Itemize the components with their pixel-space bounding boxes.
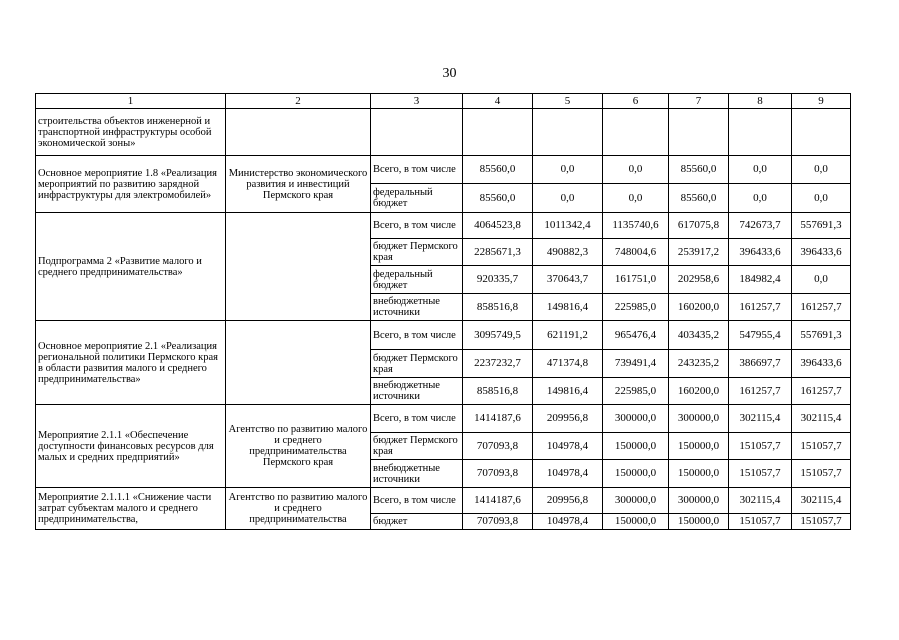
value-cell: 151057,7 bbox=[729, 433, 792, 460]
col-header: 8 bbox=[729, 94, 792, 109]
value-cell: 490882,3 bbox=[533, 239, 603, 266]
value-cell: 0,0 bbox=[729, 184, 792, 213]
value-cell: 858516,8 bbox=[463, 294, 533, 321]
value-cell: 300000,0 bbox=[603, 488, 669, 514]
executor-cell bbox=[226, 213, 371, 321]
value-cell: 160200,0 bbox=[669, 294, 729, 321]
value-cell: 225985,0 bbox=[603, 378, 669, 405]
value-cell: 150000,0 bbox=[669, 460, 729, 488]
activity-cell: строительства объектов инженерной и транспортной инфраструктуры особой экономической зоны» bbox=[36, 109, 226, 156]
value-cell: 161257,7 bbox=[792, 378, 851, 405]
source-cell: федеральный бюджет bbox=[371, 266, 463, 294]
value-cell bbox=[729, 109, 792, 156]
col-header: 4 bbox=[463, 94, 533, 109]
value-cell: 300000,0 bbox=[669, 405, 729, 433]
value-cell: 243235,2 bbox=[669, 350, 729, 378]
col-header: 6 bbox=[603, 94, 669, 109]
value-cell: 149816,4 bbox=[533, 378, 603, 405]
source-cell: бюджет Пермского края bbox=[371, 239, 463, 266]
value-cell: 858516,8 bbox=[463, 378, 533, 405]
table-row bbox=[36, 321, 851, 350]
value-cell: 151057,7 bbox=[792, 460, 851, 488]
value-cell: 2285671,3 bbox=[463, 239, 533, 266]
executor-cell bbox=[226, 109, 371, 156]
value-cell: 161257,7 bbox=[792, 294, 851, 321]
value-cell: 2237232,7 bbox=[463, 350, 533, 378]
value-cell: 151057,7 bbox=[792, 514, 851, 530]
table-row bbox=[36, 156, 851, 184]
source-cell bbox=[371, 109, 463, 156]
value-cell: 85560,0 bbox=[669, 156, 729, 184]
value-cell: 149816,4 bbox=[533, 294, 603, 321]
value-cell: 253917,2 bbox=[669, 239, 729, 266]
value-cell: 742673,7 bbox=[729, 213, 792, 239]
value-cell: 150000,0 bbox=[669, 433, 729, 460]
source-cell: бюджет Пермского края bbox=[371, 433, 463, 460]
col-header: 9 bbox=[792, 94, 851, 109]
col-header: 5 bbox=[533, 94, 603, 109]
source-cell: федеральный бюджет bbox=[371, 184, 463, 213]
source-cell: Всего, в том числе bbox=[371, 213, 463, 239]
value-cell: 370643,7 bbox=[533, 266, 603, 294]
table-row bbox=[36, 109, 851, 156]
value-cell: 0,0 bbox=[792, 266, 851, 294]
value-cell: 965476,4 bbox=[603, 321, 669, 350]
activity-cell: Мероприятие 2.1.1.1 «Снижение части затрат субъектам малого и среднего предпринимательства, bbox=[36, 488, 226, 530]
value-cell: 151057,7 bbox=[792, 433, 851, 460]
value-cell: 151057,7 bbox=[729, 460, 792, 488]
source-cell: Всего, в том числе bbox=[371, 405, 463, 433]
value-cell: 300000,0 bbox=[669, 488, 729, 514]
value-cell: 396433,6 bbox=[792, 239, 851, 266]
value-cell: 302115,4 bbox=[792, 405, 851, 433]
value-cell: 104978,4 bbox=[533, 460, 603, 488]
executor-cell: Министерство экономического развития и инвестиций Пермского края bbox=[226, 156, 371, 213]
value-cell: 396433,6 bbox=[792, 350, 851, 378]
value-cell: 547955,4 bbox=[729, 321, 792, 350]
source-cell: Всего, в том числе bbox=[371, 156, 463, 184]
value-cell: 4064523,8 bbox=[463, 213, 533, 239]
activity-cell: Основное мероприятие 1.8 «Реализация мероприятий по развитию зарядной инфраструктуры для электромобилей» bbox=[36, 156, 226, 213]
table-row bbox=[36, 405, 851, 433]
value-cell: 396433,6 bbox=[729, 239, 792, 266]
value-cell: 0,0 bbox=[603, 184, 669, 213]
value-cell: 707093,8 bbox=[463, 514, 533, 530]
value-cell: 184982,4 bbox=[729, 266, 792, 294]
value-cell: 707093,8 bbox=[463, 433, 533, 460]
value-cell: 0,0 bbox=[792, 156, 851, 184]
value-cell: 617075,8 bbox=[669, 213, 729, 239]
value-cell: 225985,0 bbox=[603, 294, 669, 321]
value-cell: 161257,7 bbox=[729, 378, 792, 405]
value-cell: 621191,2 bbox=[533, 321, 603, 350]
value-cell: 3095749,5 bbox=[463, 321, 533, 350]
value-cell: 739491,4 bbox=[603, 350, 669, 378]
value-cell: 1011342,4 bbox=[533, 213, 603, 239]
value-cell: 150000,0 bbox=[603, 433, 669, 460]
source-cell: Всего, в том числе bbox=[371, 321, 463, 350]
activity-cell: Мероприятие 2.1.1 «Обеспечение доступности финансовых ресурсов для малых и средних предприятий» bbox=[36, 405, 226, 488]
value-cell: 920335,7 bbox=[463, 266, 533, 294]
source-cell: бюджет bbox=[371, 514, 463, 530]
source-cell: Всего, в том числе bbox=[371, 488, 463, 514]
value-cell: 85560,0 bbox=[463, 156, 533, 184]
value-cell: 209956,8 bbox=[533, 405, 603, 433]
value-cell: 209956,8 bbox=[533, 488, 603, 514]
header-row bbox=[36, 94, 851, 109]
value-cell bbox=[792, 109, 851, 156]
value-cell bbox=[463, 109, 533, 156]
col-header: 3 bbox=[371, 94, 463, 109]
value-cell: 0,0 bbox=[533, 184, 603, 213]
executor-cell: Агентство по развитию малого и среднего предпринимательства bbox=[226, 488, 371, 530]
activity-cell: Основное мероприятие 2.1 «Реализация региональной политики Пермского края в области развития малого и среднего предпринимательства» bbox=[36, 321, 226, 405]
value-cell: 557691,3 bbox=[792, 321, 851, 350]
value-cell: 302115,4 bbox=[792, 488, 851, 514]
table-row bbox=[36, 488, 851, 514]
table-row bbox=[36, 213, 851, 239]
value-cell: 150000,0 bbox=[603, 460, 669, 488]
value-cell: 150000,0 bbox=[669, 514, 729, 530]
value-cell: 300000,0 bbox=[603, 405, 669, 433]
value-cell: 748004,6 bbox=[603, 239, 669, 266]
value-cell: 1414187,6 bbox=[463, 405, 533, 433]
value-cell: 0,0 bbox=[603, 156, 669, 184]
value-cell: 386697,7 bbox=[729, 350, 792, 378]
value-cell: 150000,0 bbox=[603, 514, 669, 530]
value-cell: 85560,0 bbox=[463, 184, 533, 213]
value-cell: 160200,0 bbox=[669, 378, 729, 405]
value-cell: 202958,6 bbox=[669, 266, 729, 294]
value-cell bbox=[669, 109, 729, 156]
value-cell: 104978,4 bbox=[533, 433, 603, 460]
value-cell: 302115,4 bbox=[729, 488, 792, 514]
value-cell: 104978,4 bbox=[533, 514, 603, 530]
value-cell: 403435,2 bbox=[669, 321, 729, 350]
value-cell: 0,0 bbox=[533, 156, 603, 184]
value-cell: 1135740,6 bbox=[603, 213, 669, 239]
value-cell: 85560,0 bbox=[669, 184, 729, 213]
value-cell bbox=[533, 109, 603, 156]
source-cell: бюджет Пермского края bbox=[371, 350, 463, 378]
col-header: 2 bbox=[226, 94, 371, 109]
executor-cell bbox=[226, 321, 371, 405]
source-cell: внебюджетные источники bbox=[371, 378, 463, 405]
value-cell: 161257,7 bbox=[729, 294, 792, 321]
executor-cell: Агентство по развитию малого и среднего предпринимательства Пермского края bbox=[226, 405, 371, 488]
value-cell: 471374,8 bbox=[533, 350, 603, 378]
activity-cell: Подпрограмма 2 «Развитие малого и среднего предпринимательства» bbox=[36, 213, 226, 321]
value-cell: 0,0 bbox=[729, 156, 792, 184]
source-cell: внебюджетные источники bbox=[371, 294, 463, 321]
value-cell bbox=[603, 109, 669, 156]
value-cell: 1414187,6 bbox=[463, 488, 533, 514]
value-cell: 302115,4 bbox=[729, 405, 792, 433]
value-cell: 151057,7 bbox=[729, 514, 792, 530]
value-cell: 161751,0 bbox=[603, 266, 669, 294]
budget-table bbox=[35, 93, 851, 530]
source-cell: внебюджетные источники bbox=[371, 460, 463, 488]
col-header: 7 bbox=[669, 94, 729, 109]
value-cell: 557691,3 bbox=[792, 213, 851, 239]
col-header: 1 bbox=[36, 94, 226, 109]
value-cell: 707093,8 bbox=[463, 460, 533, 488]
page-number: 30 bbox=[442, 66, 457, 81]
value-cell: 0,0 bbox=[792, 184, 851, 213]
